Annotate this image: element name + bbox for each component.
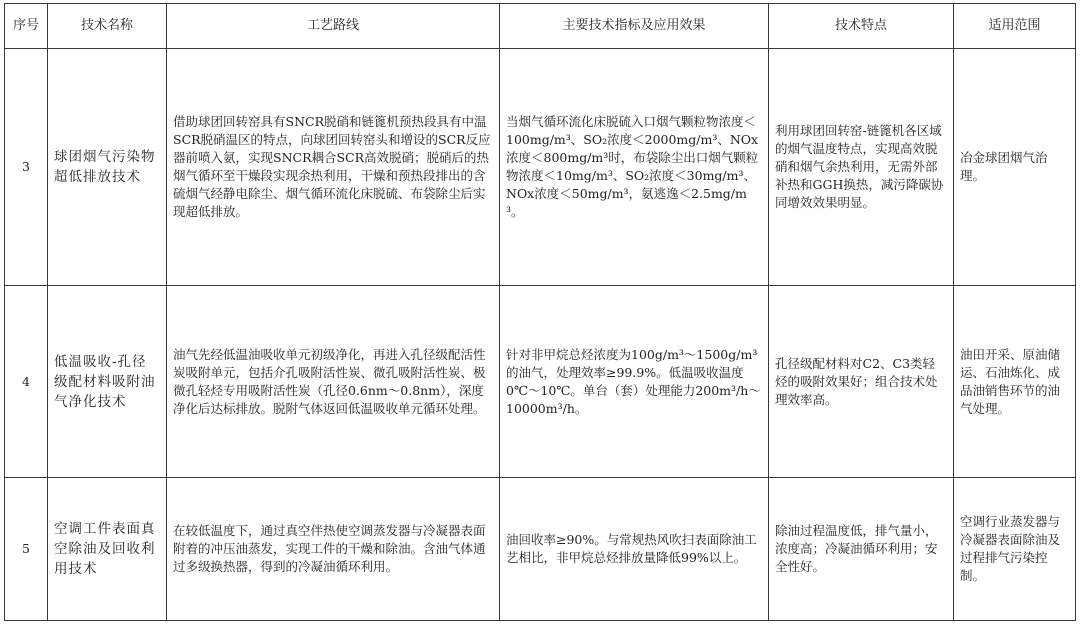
technology-name: 低温吸收-孔径级配材料吸附油气净化技术 xyxy=(48,286,167,478)
row-number: 3 xyxy=(5,49,48,286)
main-indicators: 针对非甲烷总烃浓度为100g/m³～1500g/m³的油气，处理效率≥99.9%。低温吸收温度0℃～10℃。单台（套）处理能力200m³/h～10000m³/h。 xyxy=(500,286,769,478)
technology-name: 空调工件表面真空除油及回收利用技术 xyxy=(48,478,167,621)
row-number: 5 xyxy=(5,478,48,621)
technology-features: 除油过程温度低，排气量小，浓度高；冷凝油循环利用；安全性好。 xyxy=(769,478,954,621)
header-features: 技术特点 xyxy=(769,4,954,49)
process-route: 油气先经低温油吸收单元初级净化，再进入孔径级配活性炭吸附单元，包括介孔吸附活性炭、微孔吸附活性炭、极微孔轻烃专用吸附活性炭（孔径0.6nm～0.8nm），深度净化后达标排放。脱附气体返回低温吸收单元循环处理。 xyxy=(167,286,500,478)
header-scope: 适用范围 xyxy=(954,4,1076,49)
process-route: 借助球团回转窑具有SNCR脱硝和链篦机预热段具有中温SCR脱硝温区的特点，向球团回转窑头和增设的SCR反应器前喷入氨，实现SNCR耦合SCR高效脱硝；脱硝后的热烟气循环至干燥段实现余热利用，干燥和预热段排出的含硫烟气经静电除尘、烟气循环流化床脱硫、布袋除尘后实现超低排放。 xyxy=(167,49,500,286)
table-row xyxy=(5,286,1076,478)
technology-table xyxy=(4,3,1076,621)
header-name: 技术名称 xyxy=(48,4,167,49)
document-page xyxy=(4,3,1075,620)
technology-features: 孔径级配材料对C2、C3类轻烃的吸附效果好；组合技术处理效率高。 xyxy=(769,286,954,478)
row-number: 4 xyxy=(5,286,48,478)
process-route: 在较低温度下，通过真空伴热使空调蒸发器与冷凝器表面附着的冲压油蒸发，实现工件的干燥和除油。含油气体通过多级换热器，得到的冷凝油循环利用。 xyxy=(167,478,500,621)
table-row xyxy=(5,49,1076,286)
table-row xyxy=(5,478,1076,621)
main-indicators: 油回收率≥90%。与常规热风吹扫表面除油工艺相比，非甲烷总烃排放量降低99%以上。 xyxy=(500,478,769,621)
application-scope: 空调行业蒸发器与冷凝器表面除油及过程排气污染控制。 xyxy=(954,478,1076,621)
header-process: 工艺路线 xyxy=(167,4,500,49)
header-indicators: 主要技术指标及应用效果 xyxy=(500,4,769,49)
technology-name: 球团烟气污染物超低排放技术 xyxy=(48,49,167,286)
application-scope: 冶金球团烟气治理。 xyxy=(954,49,1076,286)
application-scope: 油田开采、原油储运、石油炼化、成品油销售环节的油气处理。 xyxy=(954,286,1076,478)
main-indicators: 当烟气循环流化床脱硫入口烟气颗粒物浓度＜100mg/m³、SO₂浓度＜2000mg/m³、NOx浓度＜800mg/m³时，布袋除尘出口烟气颗粒物浓度＜10mg/m³、SO₂浓度＜30mg/m³、NOx浓度＜50mg/m³，氨逃逸＜2.5mg/m³。 xyxy=(500,49,769,286)
header-row xyxy=(5,4,1076,49)
technology-features: 利用球团回转窑-链篦机各区域的烟气温度特点，实现高效脱硝和烟气余热利用，无需外部补热和GGH换热，减污降碳协同增效效果明显。 xyxy=(769,49,954,286)
header-no: 序号 xyxy=(5,4,48,49)
